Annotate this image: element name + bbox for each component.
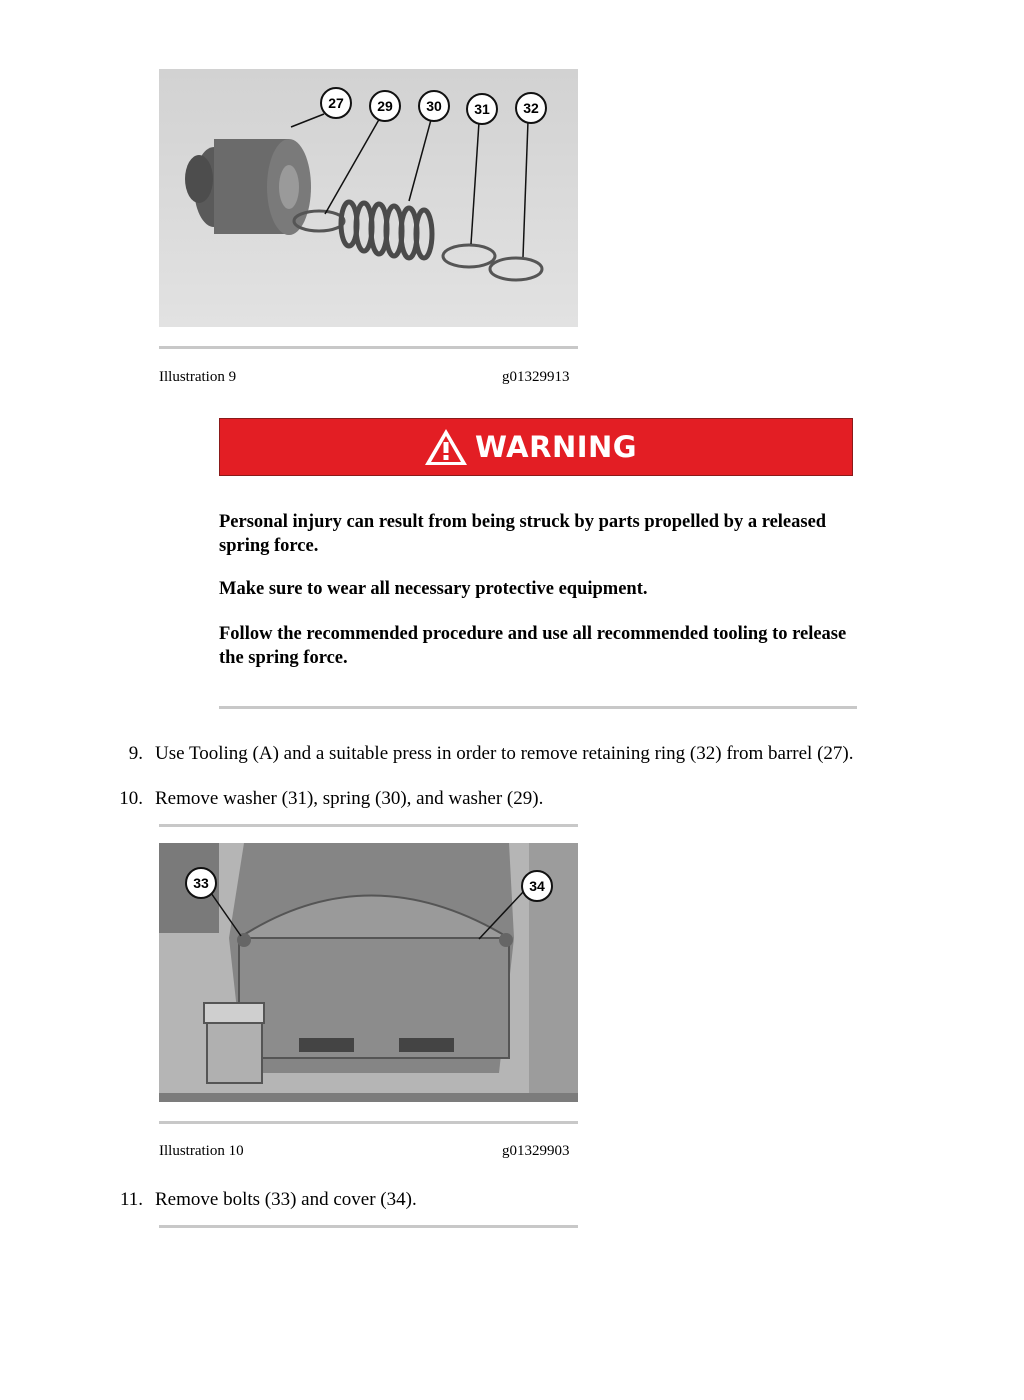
step-text: Remove washer (31), spring (30), and washer (29).: [155, 788, 544, 809]
illustration-10-rule: [159, 1121, 578, 1124]
illustration-9-rule: [159, 346, 578, 349]
step-text: Use Tooling (A) and a suitable press in order to remove retaining ring (32) from barrel (27).: [155, 743, 854, 764]
callout-32: 32: [515, 92, 547, 124]
illustration-9-id: g01329913: [502, 369, 570, 385]
warning-text-1: Personal injury can result from being struck by parts propelled by a released spring force.: [219, 512, 827, 556]
bottom-rule: [159, 1225, 578, 1228]
warning-title: WARNING: [475, 430, 638, 464]
warning-text-2: Make sure to wear all necessary protective equipment.: [219, 579, 648, 599]
illustration-10-label: Illustration 10: [159, 1143, 244, 1159]
illustration-10-top-rule: [159, 824, 578, 827]
illustration-10-drawing: [159, 843, 578, 1102]
warning-banner: [219, 418, 853, 476]
warning-triangle-icon: [423, 427, 469, 467]
warning-text-3: Follow the recommended procedure and use all recommended tooling to release the spring force.: [219, 624, 847, 668]
step-number: 10.: [119, 788, 143, 809]
illustration-9-photo: [159, 69, 578, 327]
step-number: 9.: [128, 743, 143, 764]
illustration-10-photo: [159, 843, 578, 1102]
warning-rule: [219, 706, 857, 709]
illustration-9-label: Illustration 9: [159, 369, 237, 385]
step-text: Remove bolts (33) and cover (34).: [155, 1189, 417, 1210]
illustration-10-id: g01329903: [502, 1143, 570, 1159]
callout-31: 31: [466, 93, 498, 125]
callout-29: 29: [369, 90, 401, 122]
callout-33: 33: [185, 867, 217, 899]
step-number: 11.: [119, 1189, 143, 1210]
callout-34: 34: [521, 870, 553, 902]
callout-30: 30: [418, 90, 450, 122]
callout-27: 27: [320, 87, 352, 119]
